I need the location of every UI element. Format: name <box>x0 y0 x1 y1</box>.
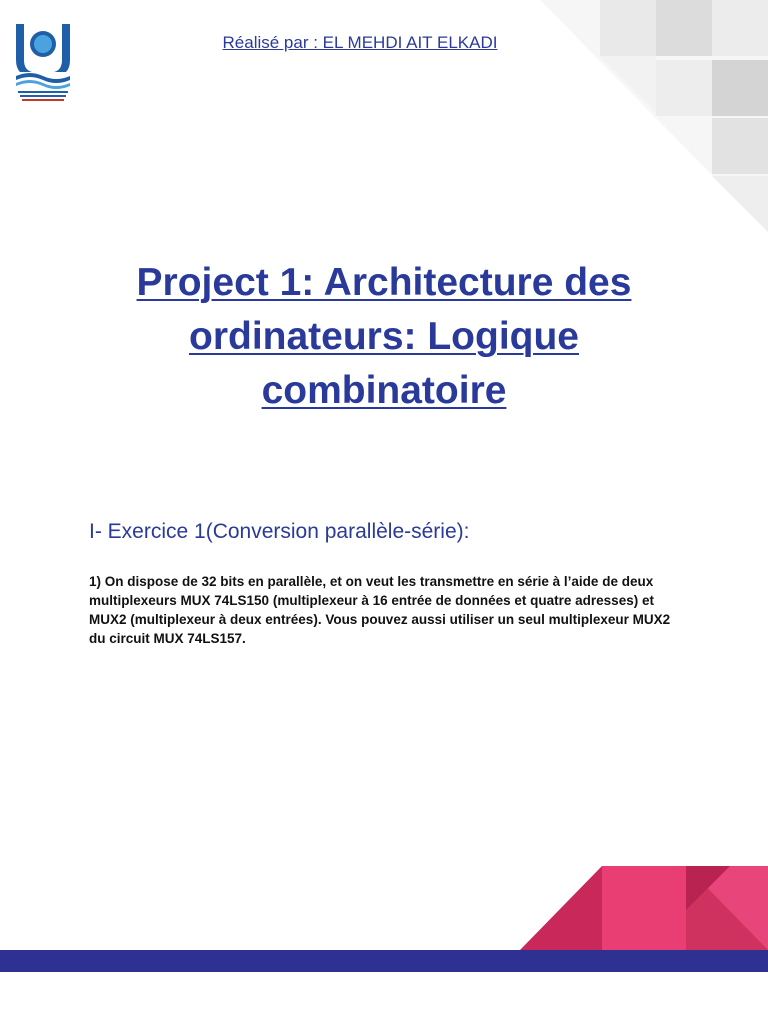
document-title: Project 1: Architecture des ordinateurs: Logique combinatoire <box>136 261 632 412</box>
exercise-question: 1) On dispose de 32 bits en parallèle, et on veut les transmettre en série à l’aide de deux multiplexeurs MUX 74LS150 (multiplexeur à 16 entrée de données et quatre adresses) et MUX2 (multiplexeur à deux entrées). Vous pouvez aussi utiliser un seul multiplexeur MUX2 du circuit MUX 74LS157. <box>89 574 671 646</box>
exercise-heading: I- Exercice 1(Conversion parallèle-série): <box>89 520 470 543</box>
pink-block-pattern <box>520 866 768 950</box>
author-credit: Réalisé par : EL MEHDI AIT ELKADI <box>222 33 498 52</box>
footer-bar <box>0 950 768 972</box>
